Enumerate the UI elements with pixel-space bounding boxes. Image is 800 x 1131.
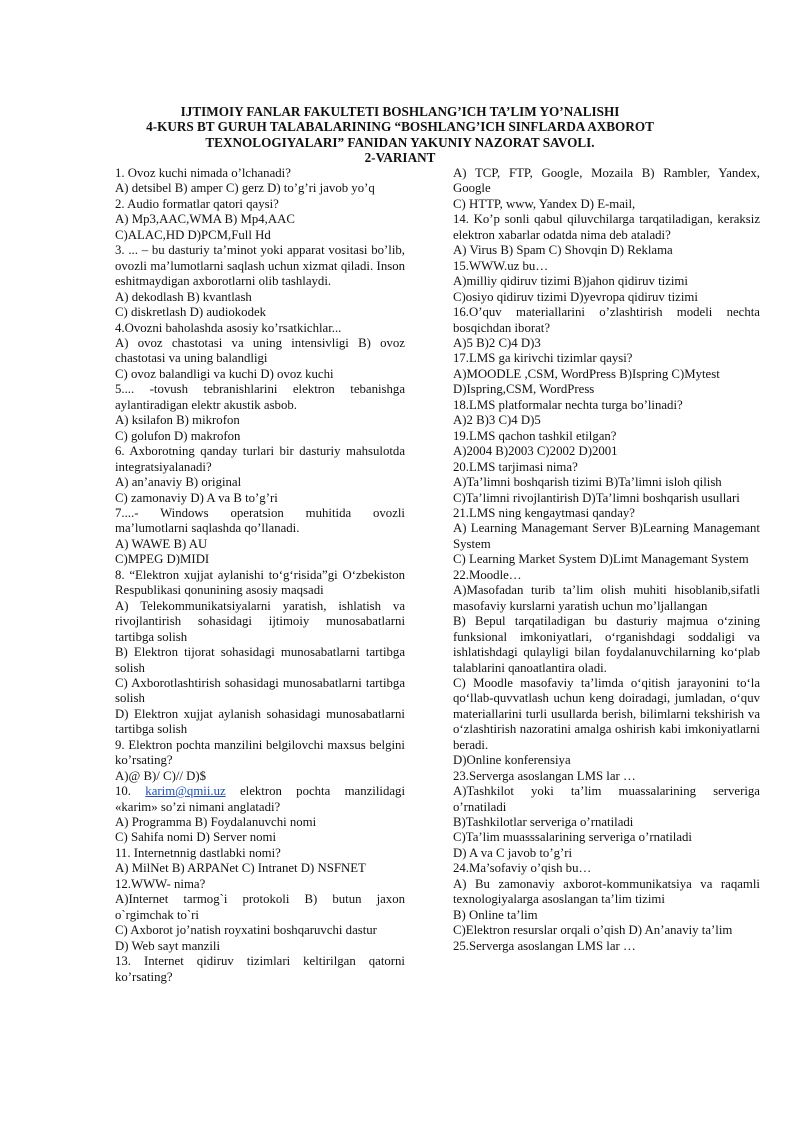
- answer-line: C) Axborotlashtirish sohasidagi munosabatlarni tartibga solish: [115, 675, 405, 706]
- question-line: 4.Ovozni baholashda asosiy ko’rsatkichlar...: [115, 320, 342, 335]
- answer-line: D)Ispring,CSM, WordPress: [453, 382, 595, 397]
- question-number: 10.: [115, 784, 146, 799]
- header-line-variant: 2-VARIANT: [364, 150, 436, 166]
- answer-line: A)Masofadan turib ta’lim olish muhiti hisoblanib,sifatli masofaviy kurslarni yaratish uchun mo’ljallangan: [453, 583, 760, 613]
- answer-line: C) Learning Market System D)Limt Managemant System: [453, 552, 749, 567]
- answer-line: A)Ta’limni boshqarish tizimi B)Ta’limni isloh qilish: [453, 475, 722, 490]
- answer-line: A) TCP, FTP, Google, Mozaila B) Rambler, Yandex, Google: [453, 166, 760, 196]
- header-line-faculty: IJTIMOIY FANLAR FAKULTETI BOSHLANG’ICH TA’LIM YO’NALISHI: [180, 104, 620, 119]
- answer-line: C)Elektron resurslar orqali o’qish D) An’anaviy ta’lim: [453, 923, 733, 938]
- answer-line: C) HTTP, www, Yandex D) E-mail,: [453, 196, 636, 211]
- answer-line: A) WAWE B) AU: [115, 536, 208, 551]
- answer-line: D)Online konferensiya: [453, 753, 571, 768]
- question-line: [115, 784, 405, 815]
- answer-line: B)Tashkilotlar serveriga o’rnatiladi: [453, 815, 634, 830]
- answer-line: D) Web sayt manzili: [115, 938, 220, 953]
- answer-line: C) Moodle masofaviy ta’limda o‘qitish jarayonini to‘la qo‘llab-quvvatlash uchun keng doiradagi, jumladan, o‘quv materiallarini turli usullarda berish, bilimlarni tekshirish va o‘zlashtirish nazoratini amalga oshirish kabi imkoniyatlarni beradi.: [453, 675, 760, 752]
- question-line: 1. Ovoz kuchi nimada o’lchanadi?: [115, 166, 291, 180]
- question-line: 3. ... – bu dasturiy ta’minot yoki apparat vositasi bo’lib, ovozli ma’lumotlarni saqlash uchun xizmat qiladi. Inson eshitmaydigan axborotlarni olib tashlaydi.: [115, 243, 405, 289]
- answer-line: A) dekodlash B) kvantlash: [115, 289, 252, 304]
- answer-line: A)2004 B)2003 C)2002 D)2001: [453, 444, 618, 459]
- answer-line: D) Elektron xujjat aylanish sohasidagi munosabatlarni tartibga solish: [115, 706, 405, 737]
- answer-line: C) Axborot jo’natish royxatini boshqaruvchi dastur: [115, 923, 377, 938]
- answer-line: A)milliy qidiruv tizimi B)jahon qidiruv tizimi: [453, 274, 688, 289]
- answer-line: C) zamonaviy D) A va B to’g’ri: [115, 490, 278, 505]
- question-line: 24.Ma’sofaviy o’qish bu…: [453, 861, 592, 876]
- answer-line: A)MOODLE ,CSM, WordPress B)Ispring C)Mytest: [453, 366, 720, 381]
- answer-line: C)Ta’lim muasssalarining serveriga o’rnatiladi: [453, 830, 692, 845]
- answer-line: A)2 B)3 C)4 D)5: [453, 413, 541, 428]
- question-line: 2. Audio formatlar qatori qaysi?: [115, 196, 279, 211]
- question-line: 15.WWW.uz bu…: [453, 258, 549, 273]
- answer-line: A)Internet tarmog`i protokoli B) butun jaxon o`rgimchak to`ri: [115, 892, 405, 922]
- question-text: elektron pochta manzilidagi «karim» so’zi nimani anglatadi?: [115, 784, 405, 814]
- answer-line: A)@ B)/ C)// D)$: [115, 768, 207, 783]
- answer-line: C) Sahifa nomi D) Server nomi: [115, 830, 276, 845]
- question-line: 8. “Elektron xujjat aylanishi to‘g‘risida”gi O‘zbekiston Respublikasi qonunining asosiy maqsadi: [115, 567, 405, 598]
- header-line-subject: TEXNOLOGIYALARI” FANIDAN YAKUNIY NAZORAT SAVOLI.: [205, 134, 595, 150]
- answer-line: C) ovoz balandligi va kuchi D) ovoz kuchi: [115, 366, 334, 381]
- question-line: 23.Serverga asoslangan LMS lar …: [453, 768, 636, 783]
- question-line: 25.Serverga asoslangan LMS lar …: [453, 938, 636, 953]
- question-line: 14. Ko’p sonli qabul qiluvchilarga tarqatiladigan, keraksiz elektron xabarlar odatda nima deb ataladi?: [453, 212, 760, 242]
- answer-line: A) Telekommunikatsiyalarni yaratish, ishlatish va rivojlantirish sohasidagi ijtimoiy munosabatlarni tartibga solish: [115, 598, 405, 644]
- question-line: 13. Internet qidiruv tizimlari keltirilgan qatorni ko’rsating?: [115, 954, 405, 984]
- answer-line: C) diskretlash D) audiokodek: [115, 305, 267, 320]
- question-line: 6. Axborotning qanday turlari bir dasturiy mahsulotda integratsiyalanadi?: [115, 444, 405, 474]
- question-line: 11. Internetnnig dastlabki nomi?: [115, 845, 281, 860]
- question-line: 22.Moodle…: [453, 567, 522, 582]
- document-header: [100, 104, 700, 166]
- answer-line: A) ovoz chastotasi va uning intensivligi B) ovoz chastotasi va uning balandligi: [115, 335, 405, 366]
- answer-line: A) Mp3,AAC,WMA B) Mp4,AAC: [115, 212, 295, 227]
- question-line: 7....- Windows operatsion muhitida ovozli ma’lumotlarni saqlashda qo’llanadi.: [115, 505, 405, 536]
- answer-line: A) detsibel B) amper C) gerz D) to’g’ri javob yo’q: [115, 181, 375, 196]
- answer-line: C)ALAC,HD D)PCM,Full Hd: [115, 227, 271, 242]
- answer-line: A)5 B)2 C)4 D)3: [453, 335, 541, 350]
- question-line: 5.... -tovush tebranishlarini elektron tebanishga aylantiradigan elektr akustik asbob.: [115, 382, 405, 412]
- answer-line: C) golufon D) makrofon: [115, 428, 241, 443]
- answer-line: C)MPEG D)MIDI: [115, 552, 210, 567]
- email-link[interactable]: karim@qmii.uz: [145, 784, 226, 799]
- answer-line: A) Bu zamonaviy axborot-kommunikatsiya va raqamli texnologiyalarga asoslangan ta’lim tizimi: [453, 876, 760, 907]
- question-line: 19.LMS qachon tashkil etilgan?: [453, 428, 617, 443]
- question-line: 12.WWW- nima?: [115, 876, 206, 891]
- answer-line: B) Online ta’lim: [453, 907, 538, 922]
- question-line: 17.LMS ga kirivchi tizimlar qaysi?: [453, 351, 633, 366]
- answer-line: A) ksilafon B) mikrofon: [115, 413, 240, 428]
- answer-line: A)Tashkilot yoki ta’lim muassalarining serveriga o’rnatiladi: [453, 784, 760, 814]
- answer-line: A) Learning Managemant Server B)Learning Managemant System: [453, 521, 760, 551]
- answer-line: A) Virus B) Spam C) Shovqin D) Reklama: [453, 243, 673, 258]
- answer-line: D) A va C javob to’g’ri: [453, 845, 573, 860]
- question-line: 18.LMS platformalar nechta turga bo’linadi?: [453, 397, 683, 412]
- right-column: [453, 166, 760, 954]
- question-line: 20.LMS tarjimasi nima?: [453, 459, 578, 474]
- answer-line: C)osiyo qidiruv tizimi D)yevropa qidiruv tizimi: [453, 289, 698, 304]
- answer-line: A) an’anaviy B) original: [115, 475, 242, 490]
- question-line: 16.O’quv materiallarini o’zlashtirish modeli nechta bosqichdan iborat?: [453, 305, 760, 335]
- answer-line: A) Programma B) Foydalanuvchi nomi: [115, 815, 317, 830]
- question-line: 21.LMS ning kengaytmasi qanday?: [453, 505, 635, 520]
- answer-line: B) Bepul tarqatiladigan bu dasturiy majmua o‘zining funksional imkoniyatlari, o‘rganishdagi soddaligi va ishlatishdagi qulayligi bilan foydalanuvchilarning ko‘plab talablarini qanoatlantira oladi.: [453, 614, 760, 675]
- answer-line: B) Elektron tijorat sohasidagi munosabatlarni tartibga solish: [115, 645, 405, 675]
- left-column: [115, 166, 405, 985]
- answer-line: C)Ta’limni rivojlantirish D)Ta’limni boshqarish usullari: [453, 490, 740, 505]
- answer-line: A) MilNet B) ARPANet C) Intranet D) NSFNET: [115, 861, 366, 876]
- header-line-course: 4-KURS BT GURUH TALABALARINING “BOSHLANG’ICH SINFLARDA AXBOROT: [146, 119, 654, 135]
- question-line: 9. Elektron pochta manzilini belgilovchi maxsus belgini ko’rsating?: [115, 737, 405, 768]
